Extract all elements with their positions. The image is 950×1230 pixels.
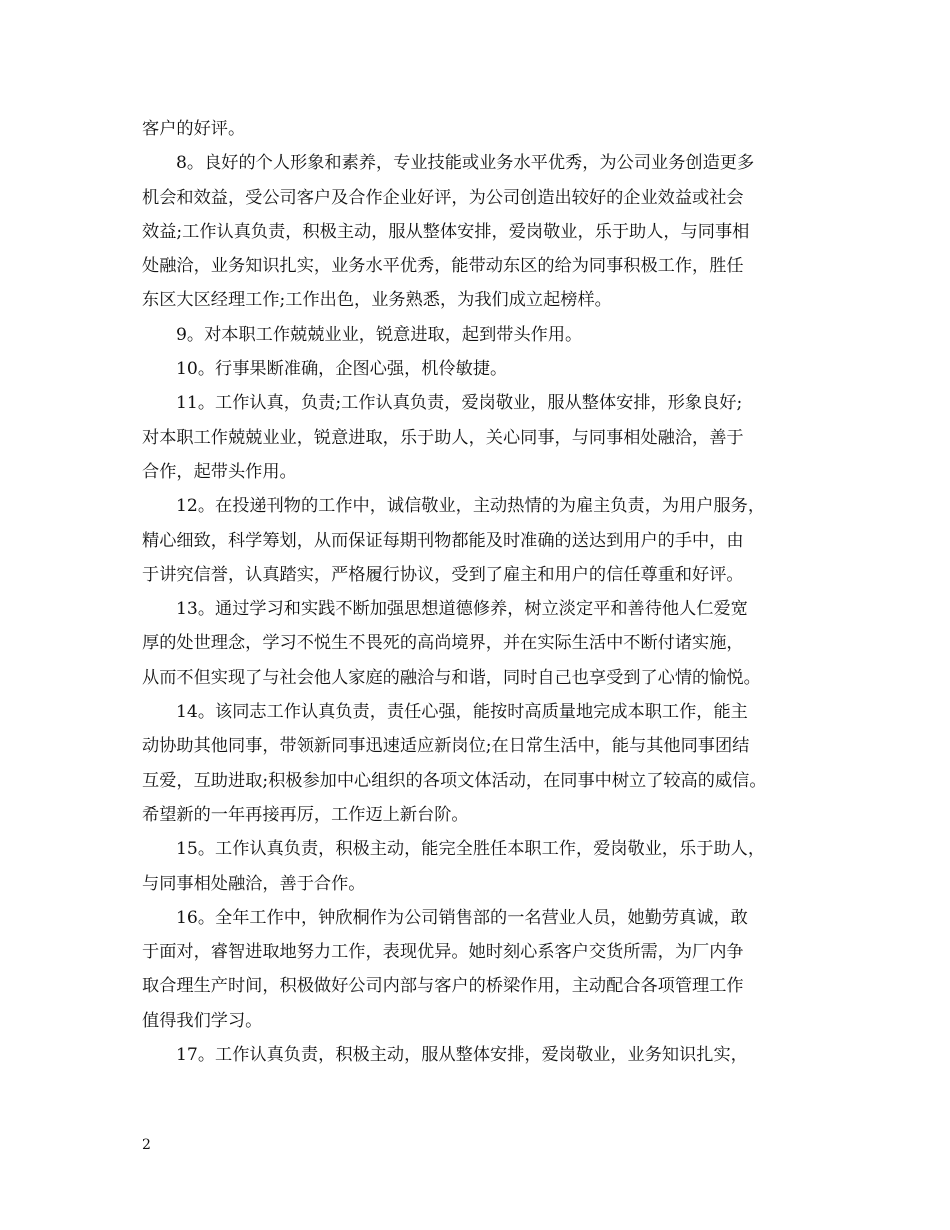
text-line: 值得我们学习。 (142, 1010, 263, 1031)
text-line: 取合理生产时间，积极做好公司内部与客户的桥梁作用，主动配合各项管理工作 (142, 976, 744, 997)
text-line: 于面对，睿智进取地努力工作，表现优异。她时刻心系客户交货所需，为厂内争 (142, 942, 744, 963)
text-line: 10。行事果断准确，企图心强，机伶敏捷。 (176, 359, 508, 380)
text-line: 东区大区经理工作;工作出色，业务熟悉，为我们成立起榜样。 (142, 290, 612, 311)
text-line: 8。良好的个人形象和素养，专业技能或业务水平优秀，为公司业务创造更多 (176, 153, 755, 174)
text-line: 16。全年工作中，钟欣桐作为公司销售部的一名营业人员，她勤劳真诚，敢 (176, 907, 748, 928)
text-line: 从而不但实现了与社会他人家庭的融洽与和谐，同时自己也享受到了心情的愉悦。 (142, 667, 761, 688)
text-line: 效益;工作认真负责，积极主动，服从整体安排，爱岗敬业，乐于助人，与同事相 (142, 221, 750, 242)
text-line: 处融洽，业务知识扎实，业务水平优秀，能带动东区的给为同事积极工作，胜任 (142, 256, 744, 277)
text-line: 对本职工作兢兢业业，锐意进取，乐于助人，关心同事，与同事相处融洽，善于 (142, 427, 744, 448)
document-body (142, 112, 812, 1072)
text-line: 精心细致，科学筹划，从而保证每期刊物都能及时准确的送达到用户的手中，由 (142, 530, 744, 551)
text-line: 厚的处世理念，学习不悦生不畏死的高尚境界，并在实际生活中不断付诸实施， (142, 633, 744, 654)
text-line: 9。对本职工作兢兢业业，锐意进取，起到带头作用。 (176, 324, 583, 345)
page-number: 2 (142, 1137, 151, 1153)
text-line: 11。工作认真，负责;工作认真负责，爱岗敬业，服从整体安排，形象良好; (176, 393, 743, 414)
text-line: 15。工作认真负责，积极主动，能完全胜任本职工作，爱岗敬业，乐于助人， (176, 839, 766, 860)
text-line: 13。通过学习和实践不断加强思想道德修养，树立淡定平和善待他人仁爱宽 (176, 599, 748, 620)
text-line: 与同事相处融洽，善于合作。 (142, 873, 366, 894)
text-line: 于讲究信誉，认真踏实，严格履行协议，受到了雇主和用户的信任尊重和好评。 (142, 564, 744, 585)
text-line: 14。该同志工作认真负责，责任心强，能按时高质量地完成本职工作，能主 (176, 702, 748, 723)
text-line: 17。工作认真负责，积极主动，服从整体安排，爱岗敬业，业务知识扎实， (176, 1045, 748, 1066)
text-line: 互爱，互助进取;积极参加中心组织的各项文体活动，在同事中树立了较高的威信。 (142, 770, 767, 791)
text-line: 客户的好评。 (142, 119, 246, 139)
body-text (142, 112, 812, 1072)
text-line: 希望新的一年再接再厉，工作迈上新台阶。 (142, 804, 469, 825)
text-line: 合作，起带头作用。 (142, 461, 297, 482)
text-line: 机会和效益，受公司客户及合作企业好评，为公司创造出较好的企业效益或社会 (142, 187, 744, 208)
text-line: 动协助其他同事，带领新同事迅速适应新岗位;在日常生活中，能与其他同事团结 (142, 736, 750, 757)
text-line: 12。在投递刊物的工作中，诚信敬业，主动热情的为雇主负责，为用户服务， (176, 496, 766, 517)
